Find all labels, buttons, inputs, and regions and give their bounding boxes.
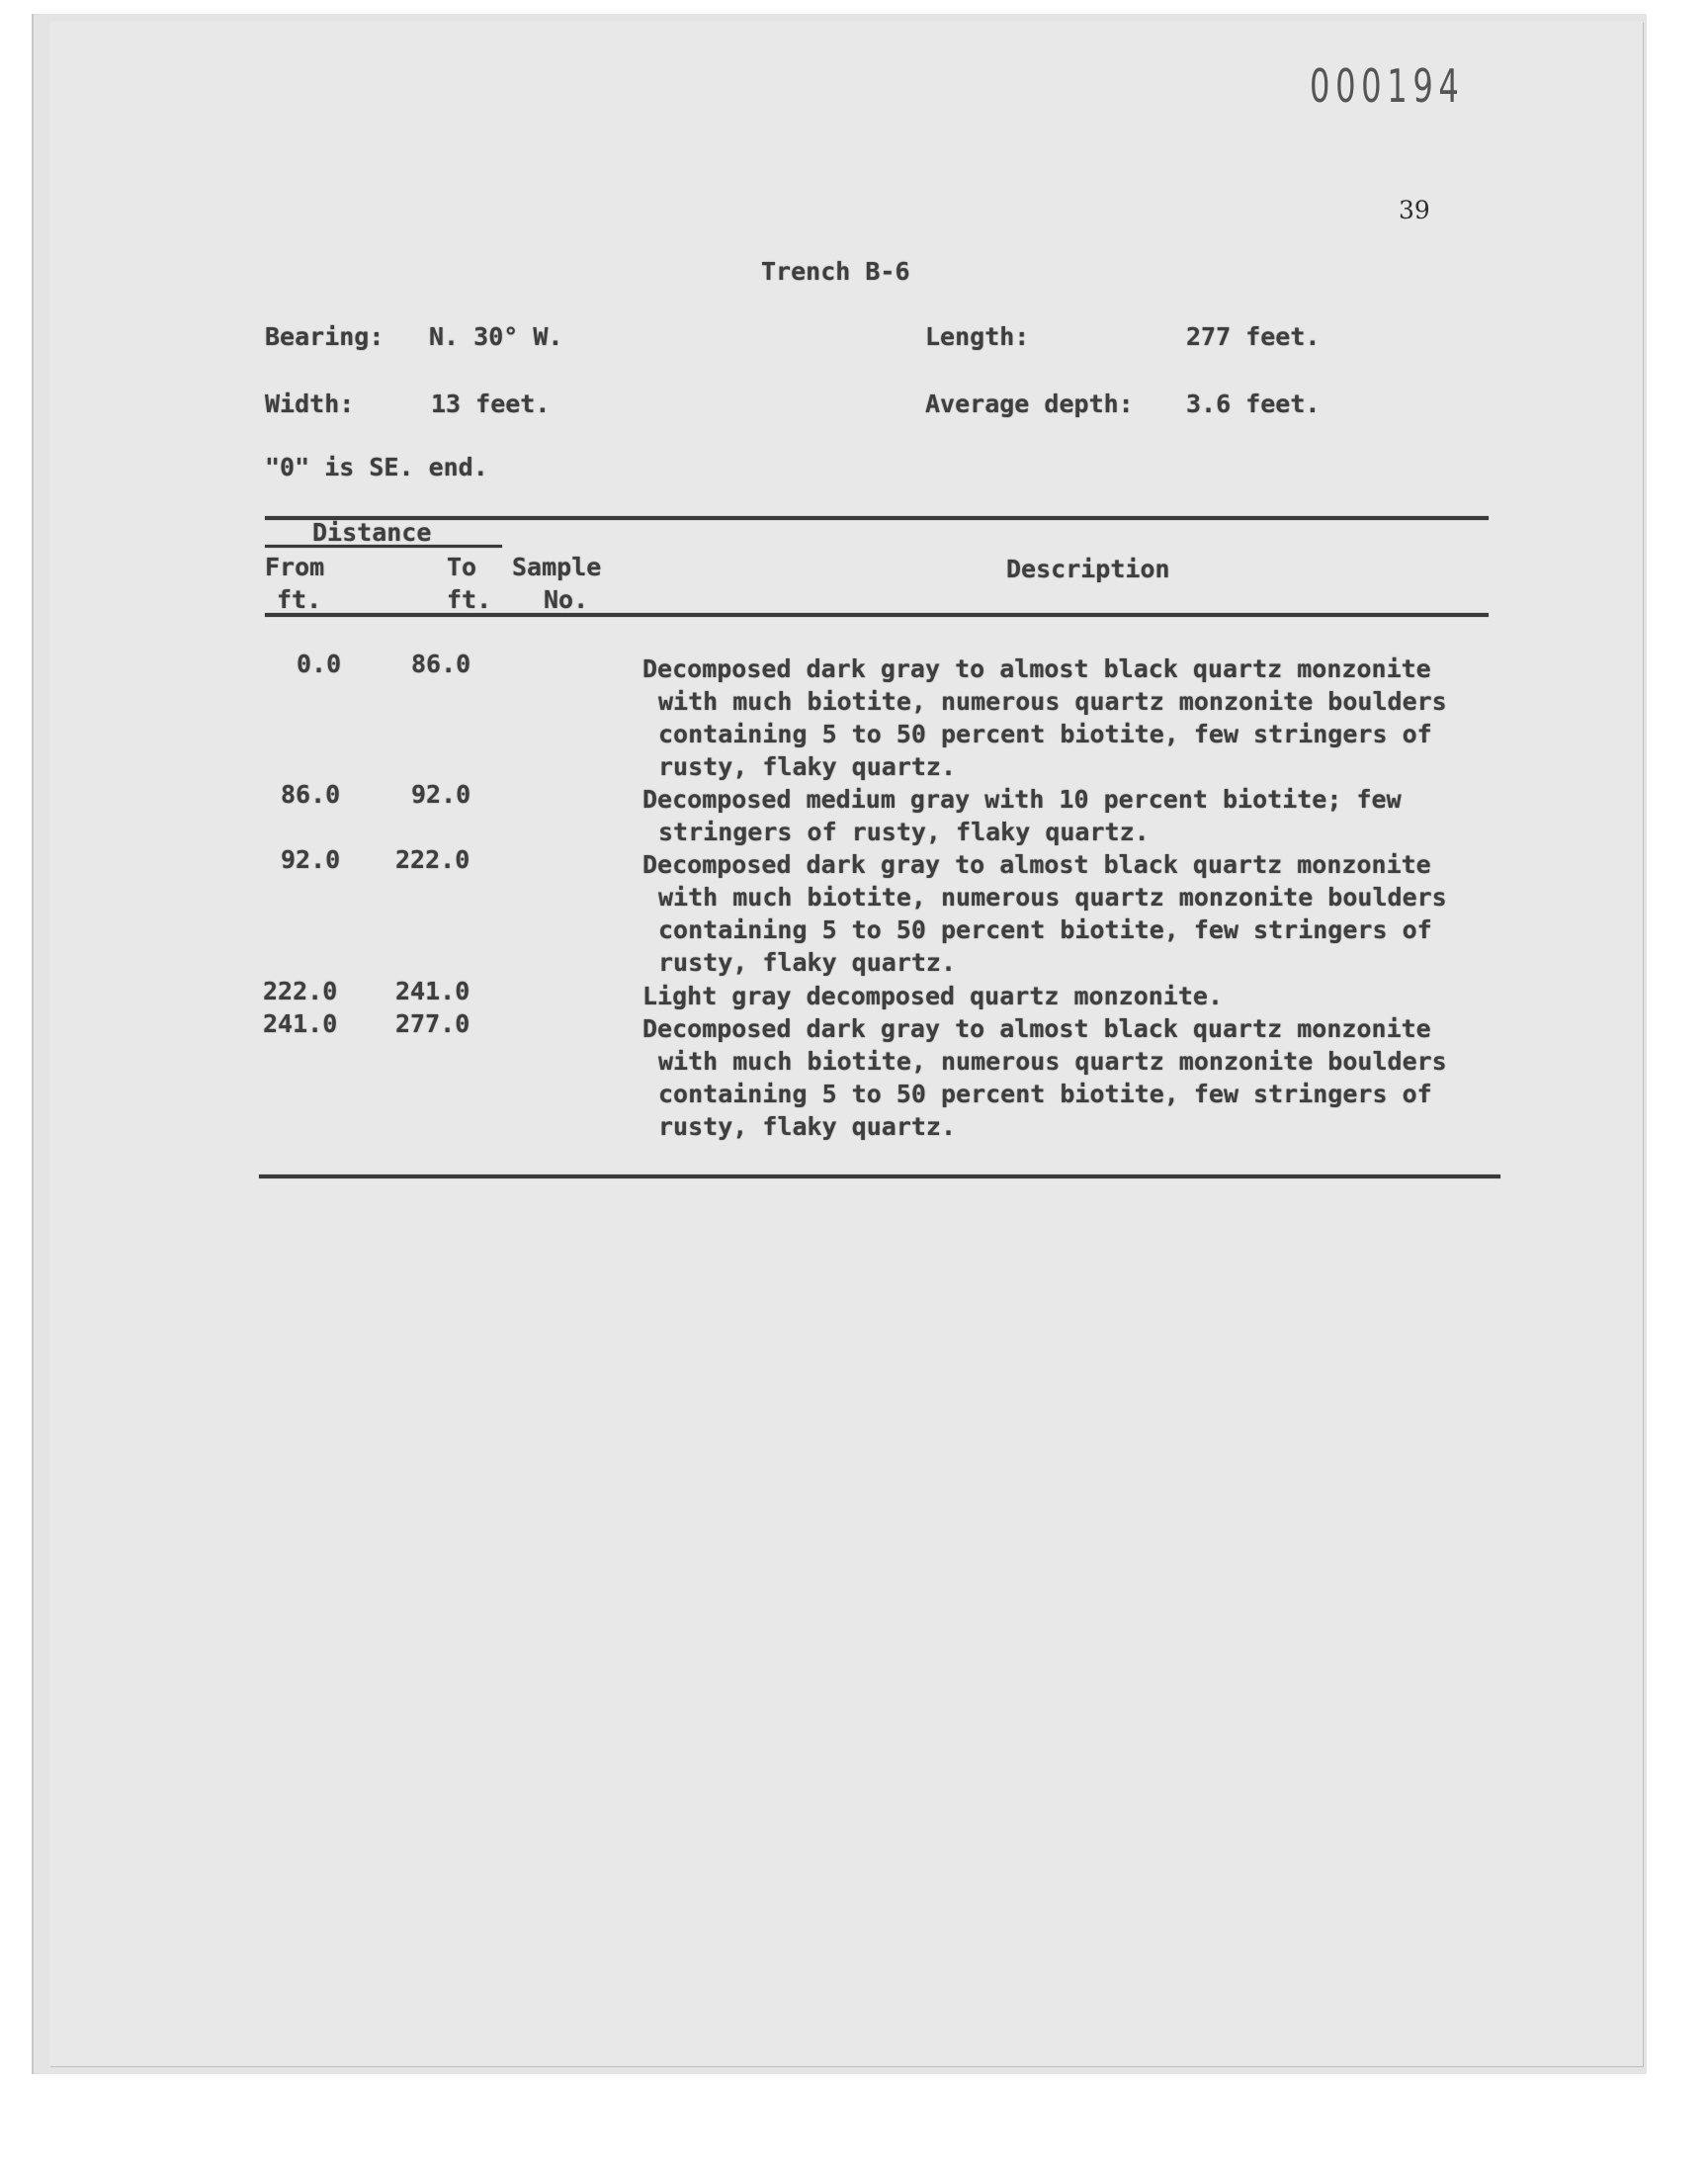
avg-depth-value: 3.6 feet. [1186,390,1321,418]
description-line: containing 5 to 50 percent biotite, few stringers of [658,1080,1432,1108]
distance-header: Distance [312,518,432,547]
description-line: Decomposed medium gray with 10 percent biotite; few [642,785,1402,814]
sample-no-header: No. [544,585,589,614]
description-line: Decomposed dark gray to almost black quartz monzonite [642,654,1431,683]
from-unit-header: ft. [277,585,322,614]
description-line: containing 5 to 50 percent biotite, few stringers of [658,720,1432,748]
description-line: rusty, flaky quartz. [658,1112,957,1141]
row-from: 86.0 [281,780,341,809]
stamp-number: 000194 [1310,59,1465,113]
description-line: with much biotite, numerous quartz monzonite boulders [658,883,1447,912]
row-to: 222.0 [395,845,470,874]
description-line: Decomposed dark gray to almost black quartz monzonite [642,850,1431,879]
row-to: 241.0 [395,977,470,1005]
bearing-value: N. 30° W. [429,322,563,351]
description-line: Decomposed dark gray to almost black quartz monzonite [642,1014,1431,1043]
row-description [642,783,1532,848]
length-value: 277 feet. [1186,322,1321,351]
to-unit-header: ft. [447,585,492,614]
table-top-rule [265,516,1489,520]
row-from: 222.0 [263,977,338,1005]
description-line: with much biotite, numerous quartz monzonite boulders [658,1047,1447,1076]
to-header: To [447,553,477,581]
avg-depth-label: Average depth: [925,390,1134,418]
width-label: Width: [265,390,355,418]
row-description [642,652,1532,783]
description-line: stringers of rusty, flaky quartz. [658,818,1150,846]
row-to: 277.0 [395,1009,470,1038]
width-value: 13 feet. [431,390,551,418]
row-description [642,980,1532,1012]
bearing-label: Bearing: [265,322,384,351]
description-line: Light gray decomposed quartz monzonite. [642,982,1223,1010]
row-from: 241.0 [263,1009,338,1038]
row-to: 92.0 [411,780,471,809]
row-description [642,848,1532,979]
length-label: Length: [925,322,1030,351]
description-header: Description [1006,555,1170,583]
from-header: From [265,553,325,581]
table-bottom-rule [259,1174,1500,1178]
description-line: containing 5 to 50 percent biotite, few stringers of [658,915,1432,944]
page-number: 39 [1399,196,1430,224]
sample-header: Sample [512,553,602,581]
row-from: 0.0 [297,650,342,678]
row-to: 86.0 [411,650,471,678]
origin-note: "0" is SE. end. [265,453,488,481]
row-description [642,1012,1532,1143]
description-line: rusty, flaky quartz. [658,752,957,781]
description-line: with much biotite, numerous quartz monzonite boulders [658,687,1447,716]
description-line: rusty, flaky quartz. [658,948,957,977]
row-from: 92.0 [281,845,341,874]
page-title: Trench B-6 [761,257,910,286]
